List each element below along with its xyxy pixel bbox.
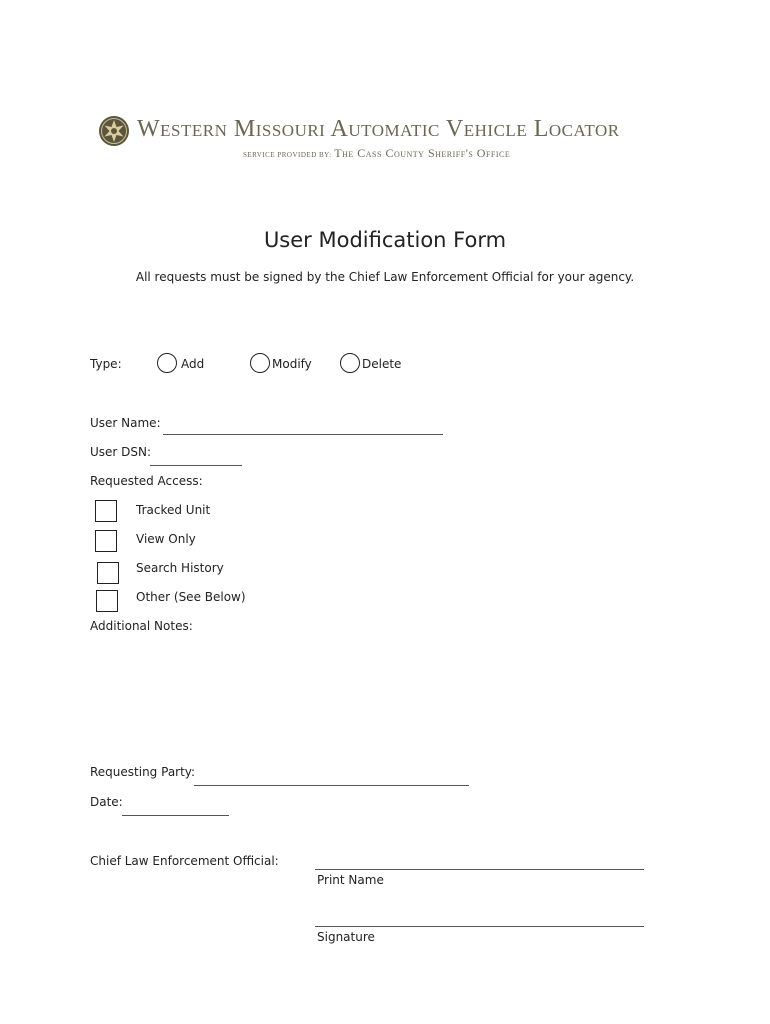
- user-name-field[interactable]: [163, 434, 443, 435]
- type-label: Type:: [90, 357, 122, 371]
- checkbox-tracked-unit[interactable]: [95, 500, 117, 522]
- date-label: Date:: [90, 795, 123, 809]
- checkbox-tracked-unit-label: Tracked Unit: [136, 503, 211, 517]
- checkbox-other-label: Other (See Below): [136, 590, 246, 604]
- radio-modify-label: Modify: [272, 357, 312, 371]
- radio-add-label: Add: [181, 357, 205, 371]
- checkbox-search-history[interactable]: [97, 562, 119, 584]
- signature-field[interactable]: [315, 926, 644, 927]
- radio-delete-label: Delete: [362, 357, 402, 371]
- checkbox-view-only-label: View Only: [136, 532, 196, 546]
- requested-access-label: Requested Access:: [90, 474, 203, 488]
- form-subtitle: All requests must be signed by the Chief Law Enforcement Official for your agency.: [135, 270, 635, 284]
- print-name-field[interactable]: [315, 869, 644, 870]
- chief-official-label: Chief Law Enforcement Official:: [90, 854, 279, 868]
- date-field[interactable]: [122, 815, 229, 816]
- additional-notes-label: Additional Notes:: [90, 619, 193, 633]
- user-name-label: User Name:: [90, 416, 161, 430]
- checkbox-view-only[interactable]: [95, 530, 117, 552]
- additional-notes-area[interactable]: [90, 640, 650, 760]
- sheriff-star-logo-icon: [98, 115, 130, 147]
- form-title: User Modification Form: [263, 228, 507, 252]
- checkbox-other[interactable]: [96, 590, 118, 612]
- requesting-party-label: Requesting Party:: [90, 765, 196, 779]
- checkbox-search-history-label: Search History: [136, 561, 224, 575]
- requesting-party-field[interactable]: [194, 785, 469, 786]
- service-prefix: SERVICE PROVIDED BY:: [243, 151, 332, 159]
- print-name-label: Print Name: [317, 873, 384, 887]
- header-title: Western Missouri Automatic Vehicle Locator: [137, 116, 620, 142]
- radio-delete[interactable]: [340, 353, 360, 373]
- radio-modify[interactable]: [250, 353, 270, 373]
- radio-add[interactable]: [157, 353, 177, 373]
- user-dsn-field[interactable]: [150, 465, 242, 466]
- signature-label: Signature: [317, 930, 375, 944]
- header-subtitle: [243, 146, 510, 161]
- service-name: The Cass County Sheriff's Office: [334, 146, 511, 160]
- user-dsn-label: User DSN:: [90, 445, 152, 459]
